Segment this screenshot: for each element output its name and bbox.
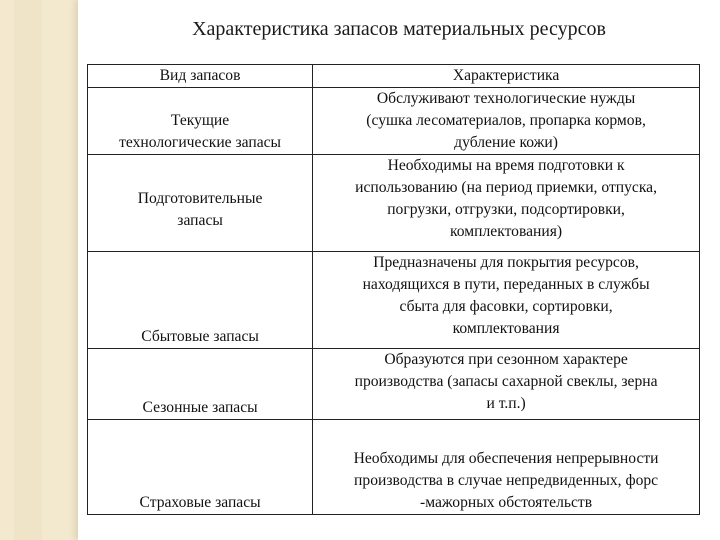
reserve-description-text: Необходимы для обеспечения непрерывности производства в случае непредвиденных, форс -мажорных обстоятельств — [353, 450, 659, 511]
reserve-description-text: Предназначены для покрытия ресурсов, находящихся в пути, переданных в службы сбыта для фасовки, сортировки, комплектования — [362, 254, 650, 337]
reserves-table — [87, 64, 700, 515]
table-row — [88, 349, 700, 420]
reserve-type-cell — [88, 420, 313, 515]
table-row — [88, 420, 700, 515]
reserve-description-text: Образуются при сезонном характере производства (запасы сахарной свеклы, зерна и т.п.) — [354, 351, 658, 412]
header-description: Характеристика — [313, 65, 700, 88]
table-header-row — [88, 65, 700, 88]
header-type: Вид запасов — [88, 65, 313, 88]
reserve-type-label: Страховые запасы — [139, 494, 261, 511]
reserve-type-cell — [88, 88, 313, 155]
reserve-type-label: Подготовительные запасы — [137, 190, 263, 229]
table-row — [88, 155, 700, 252]
reserve-type-cell — [88, 252, 313, 349]
table-row — [88, 252, 700, 349]
reserve-description-cell — [313, 420, 700, 515]
page-title: Характеристика запасов материальных ресурсов — [192, 18, 606, 40]
reserve-description-cell — [313, 155, 700, 252]
reserve-description-text: Необходимы на время подготовки к использованию (на период приемки, отпуска, погрузки, отгрузки, подсортировки, комплектования) — [355, 157, 657, 240]
reserve-type-label: Сбытовые запасы — [141, 328, 259, 345]
decorative-left-band — [0, 0, 78, 540]
reserve-type-cell — [88, 349, 313, 420]
reserve-description-text: Обслуживают технологические нужды (сушка лесоматериалов, пропарка кормов, дубление кожи) — [366, 90, 646, 151]
reserve-description-cell — [313, 349, 700, 420]
reserve-type-label: Текущие технологические запасы — [119, 112, 282, 151]
reserve-type-label: Сезонные запасы — [142, 399, 258, 416]
reserve-description-cell — [313, 252, 700, 349]
table-row — [88, 88, 700, 155]
reserve-description-cell — [313, 88, 700, 155]
reserve-type-cell — [88, 155, 313, 252]
